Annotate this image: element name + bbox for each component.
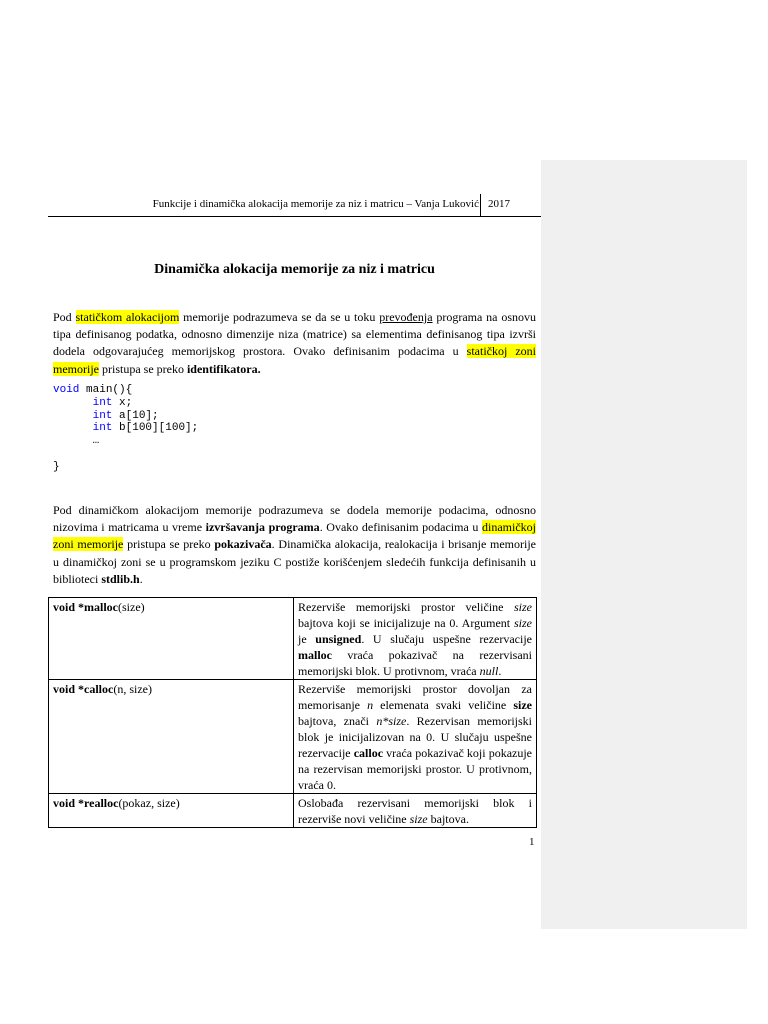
page-header xyxy=(48,194,541,217)
paragraph-static-allocation: Pod statičkom alokacijom memorije podrazumeva se da se u toku prevođenja programa na osnovu tipa definisanog podatka, odnosno dimenzije niza (matrice) sa elementima definisanog tipa izvrši dodela odgovarajućeg memorijskog prostora. Ovako definisanim podacima u statičkoj zoni memorije pristupa se preko identifikatora. xyxy=(53,310,536,376)
header-title: Funkcije i dinamička alokacija memorije za niz i matricu – Vanja Luković xyxy=(152,198,479,210)
functions-table xyxy=(48,597,537,828)
highlight-dynamic-zone: dinamičkoj zoni memorije xyxy=(53,520,537,552)
function-signature-cell: void *calloc(n, size) xyxy=(49,680,294,794)
comments-pane xyxy=(541,160,747,929)
function-description-cell: Oslobađa rezervisani memorijski blok i rezerviše novi veličine size bajtova. xyxy=(294,794,537,828)
function-description-cell: Rezerviše memorijski prostor veličine size bajtova koji se inicijalizuje na 0. Argument size je unsigned. U slučaju uspešne rezervacije malloc vraća pokazivač na rezervisani memorijski blok. U protivnom, vraća null. xyxy=(294,598,537,680)
table-row xyxy=(49,680,537,794)
table-row xyxy=(49,598,537,680)
underline-prevodjenja: prevođenja xyxy=(379,310,433,324)
code-block: void main(){ int x; int a[10]; int b[100][100]; … } xyxy=(53,384,199,473)
function-signature-cell: void *malloc(size) xyxy=(49,598,294,680)
highlight-static-allocation: statičkom alokacijom xyxy=(75,310,180,324)
section-heading: Dinamička alokacija memorije za niz i matricu xyxy=(154,262,435,277)
table-row xyxy=(49,794,537,828)
header-year: 2017 xyxy=(488,198,510,210)
paragraph-dynamic-allocation: Pod dinamičkom alokacijom memorije podrazumeva se dodela memorije podacima, odnosno nizovima i matricama u vreme izvršavanja programa. Ovako definisanim podacima u dinamičkoj zoni memorije pristupa se preko pokazivača. Dinamička alokacija, realokacija i brisanje memorije u dinamičkoj zoni se u programskom jeziku C postiže korišćenjem sledećih funkcija definisanih u biblioteci stdlib.h. xyxy=(53,503,537,586)
bold-identifikatora: identifikatora. xyxy=(186,361,261,376)
header-divider xyxy=(480,194,481,216)
function-description-cell: Rezerviše memorijski prostor dovoljan za memorisanje n elemenata svaki veličine size bajtova, znači n*size. Rezervisan memorijski blok je inicijalizovan na 0. U slučaju uspešne rezervacije calloc vraća pokazivač koji pokazuje na rezervisan memorijski prostor. U protivnom, vraća 0. xyxy=(294,680,537,794)
highlight-static-zone: statičkoj zoni memorije xyxy=(53,344,536,376)
page-number: 1 xyxy=(529,836,535,848)
function-signature-cell: void *realloc(pokaz, size) xyxy=(49,794,294,828)
